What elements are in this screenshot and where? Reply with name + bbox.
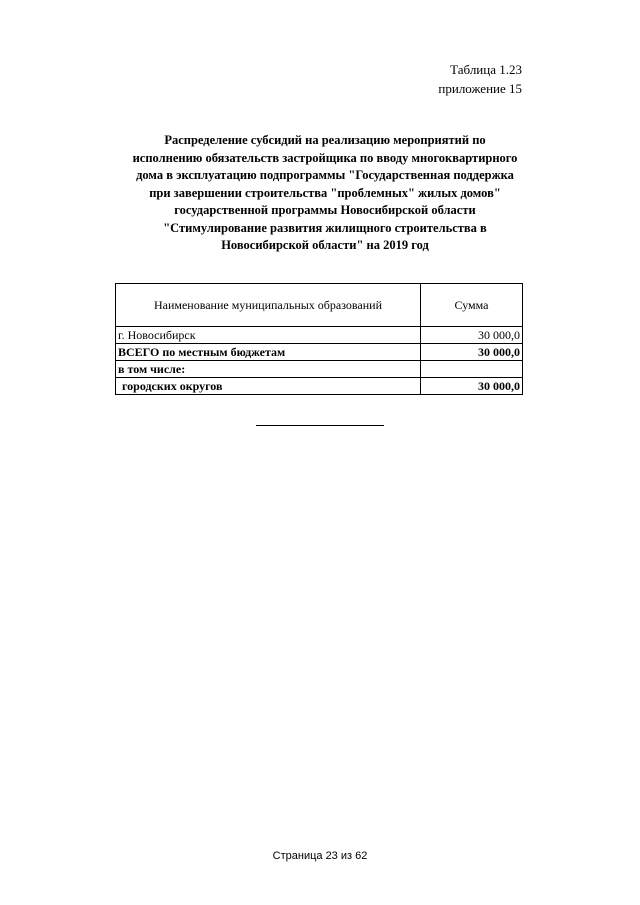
sum-cell: 30 000,0 <box>421 378 523 395</box>
sum-cell: 30 000,0 <box>421 327 523 344</box>
table-row-including <box>116 361 523 378</box>
municipality-cell: г. Новосибирск <box>116 327 421 344</box>
title-line: исполнению обязательств застройщика по вводу многоквартирного <box>132 150 518 165</box>
sum-cell <box>421 361 523 378</box>
sum-cell: 30 000,0 <box>421 344 523 361</box>
document-header <box>438 60 522 98</box>
title-line: дома в эксплуатацию подпрограммы "Государственная поддержка <box>136 168 514 182</box>
appendix-label: приложение 15 <box>438 81 522 96</box>
document-title <box>110 132 540 255</box>
title-line: государственной программы Новосибирской области <box>174 203 476 217</box>
column-header-municipality: Наименование муниципальных образований <box>116 284 421 327</box>
subsidy-table <box>115 283 523 395</box>
title-line: Распределение субсидий на реализацию мероприятий по <box>164 133 486 147</box>
table-row-city-districts <box>116 378 523 395</box>
municipality-cell: городских округов <box>116 378 421 395</box>
title-line: при завершении строительства "проблемных" жилых домов" <box>149 185 501 200</box>
table-row <box>116 327 523 344</box>
table-header-row <box>116 284 523 327</box>
title-line: Новосибирской области" на 2019 год <box>221 238 429 252</box>
title-line: "Стимулирование развития жилищного строительства в <box>163 220 487 235</box>
page-number: Страница 23 из 62 <box>272 850 368 862</box>
table-row-total <box>116 344 523 361</box>
municipality-cell: в том числе: <box>116 361 421 378</box>
closing-rule <box>256 425 384 426</box>
table-number-label: Таблица 1.23 <box>450 62 522 77</box>
municipality-cell: ВСЕГО по местным бюджетам <box>116 344 421 361</box>
column-header-sum: Сумма <box>421 284 523 327</box>
